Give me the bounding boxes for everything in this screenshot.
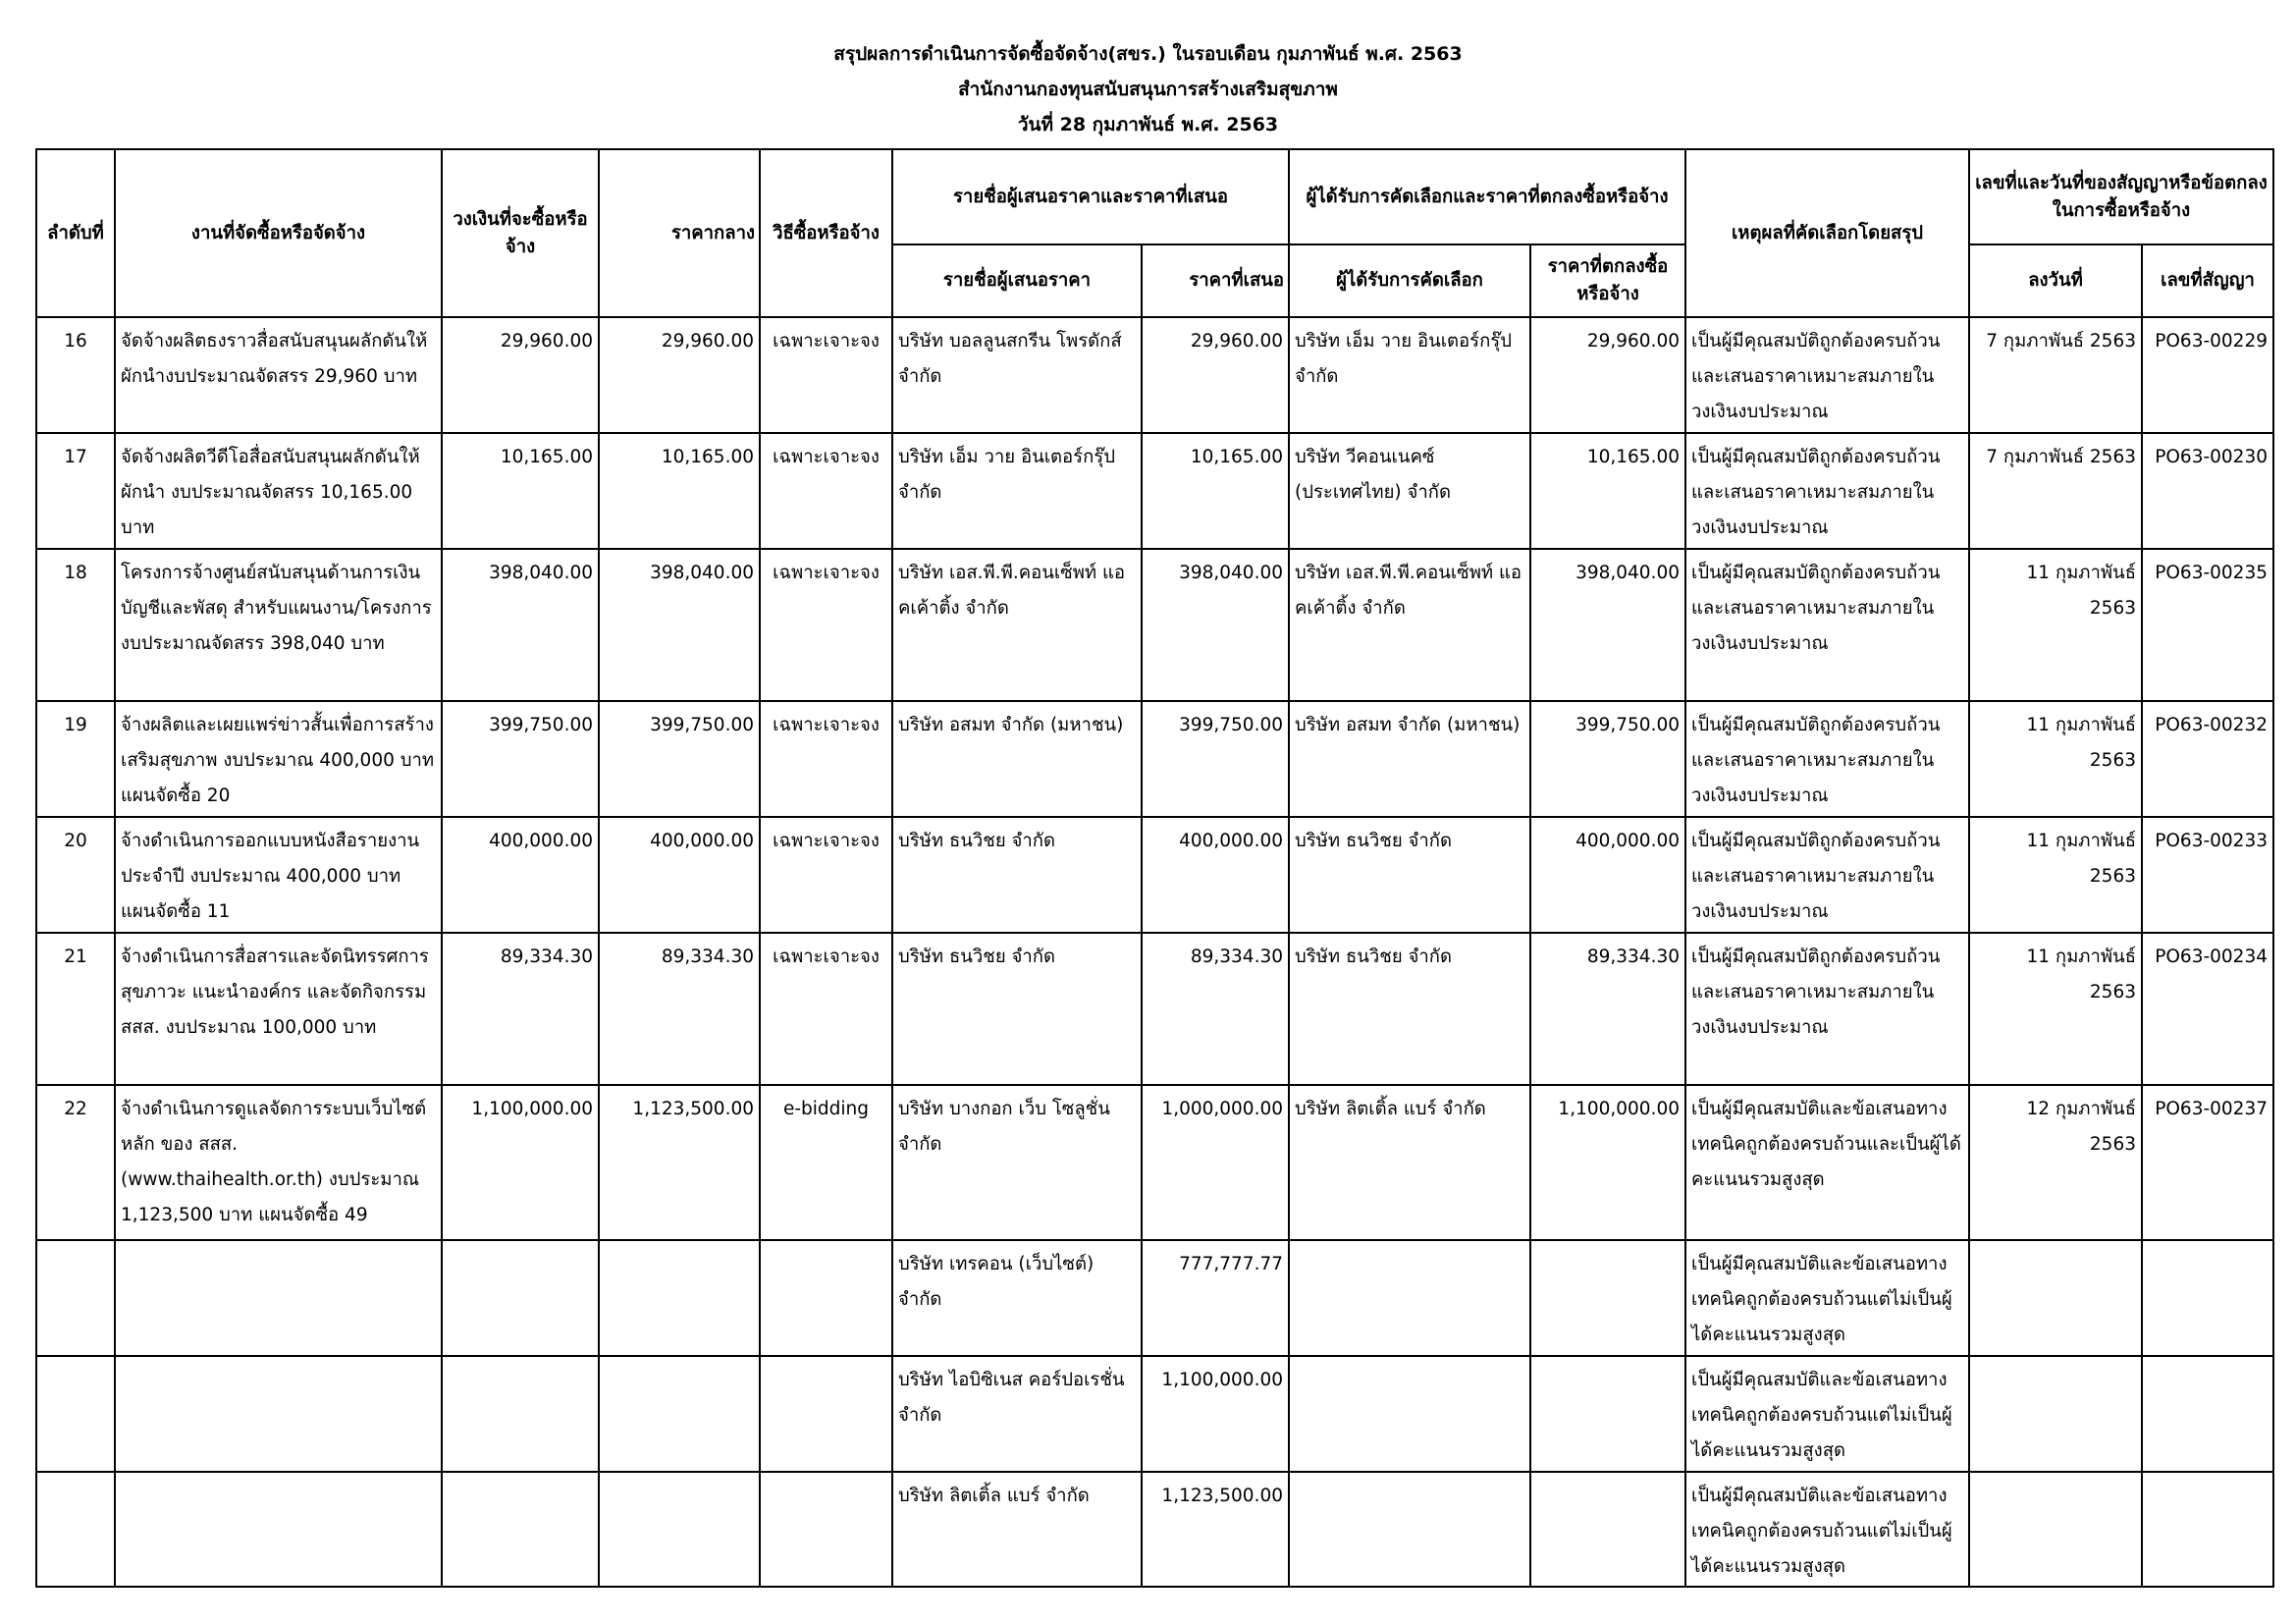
- cell-date: 7 กุมภาพันธ์ 2563: [1969, 433, 2142, 549]
- report-title: สรุปผลการดำเนินการจัดซื้อจัดจ้าง(สขร.) ในรอบเดือน กุมภาพันธ์ พ.ศ. 2563: [833, 43, 1463, 65]
- cell-agreed: 10,165.00: [1530, 433, 1685, 549]
- cell-reason: เป็นผู้มีคุณสมบัติและข้อเสนอทางเทคนิคถูกต้องครบถ้วนแต่ไม่เป็นผู้ได้คะแนนรวมสูงสุด: [1685, 1240, 1969, 1356]
- col-contract-group: เลขที่และวันที่ของสัญญาหรือข้อตกลงในการซื้อหรือจ้าง: [1969, 149, 2273, 244]
- col-no: ลำดับที่: [36, 149, 115, 317]
- cell-budget: 398,040.00: [442, 549, 599, 701]
- cell-budget: [442, 1240, 599, 1356]
- cell-method: [760, 1356, 892, 1472]
- cell-method: เฉพาะเจาะจง: [760, 701, 892, 817]
- table-row: [36, 1240, 2273, 1356]
- cell-item: โครงการจ้างศูนย์สนับสนุนด้านการเงินบัญชีและพัสดุ สำหรับแผนงาน/โครงการ งบประมาณจัดสรร 398,040 บาท: [115, 549, 442, 701]
- cell-agreed: [1530, 1356, 1685, 1472]
- cell-budget: [442, 1472, 599, 1587]
- cell-date: 11 กุมภาพันธ์ 2563: [1969, 701, 2142, 817]
- cell-bid: 1,100,000.00: [1142, 1356, 1289, 1472]
- cell-contract: PO63-00229: [2142, 317, 2273, 433]
- cell-median: 29,960.00: [599, 317, 760, 433]
- cell-no: [36, 1356, 115, 1472]
- cell-budget: 399,750.00: [442, 701, 599, 817]
- table-row: [36, 701, 2273, 817]
- cell-budget: 10,165.00: [442, 433, 599, 549]
- cell-median: 10,165.00: [599, 433, 760, 549]
- cell-median: 89,334.30: [599, 933, 760, 1085]
- cell-bidder: บริษัท เอส.พี.พี.คอนเซ็พท์ แอคเค้าติ้ง จำกัด: [892, 549, 1142, 701]
- col-bid-price: ราคาที่เสนอ: [1142, 244, 1289, 317]
- cell-method: เฉพาะเจาะจง: [760, 317, 892, 433]
- cell-method: เฉพาะเจาะจง: [760, 549, 892, 701]
- col-method: วิธีซื้อหรือจ้าง: [760, 149, 892, 317]
- cell-reason: เป็นผู้มีคุณสมบัติและข้อเสนอทางเทคนิคถูกต้องครบถ้วนและเป็นผู้ได้คะแนนรวมสูงสุด: [1685, 1085, 1969, 1240]
- cell-item: จ้างผลิตและเผยแพร่ข่าวสั้นเพื่อการสร้างเสริมสุขภาพ งบประมาณ 400,000 บาท แผนจัดซื้อ 20: [115, 701, 442, 817]
- cell-bidder: บริษัท ไอบิซิเนส คอร์ปอเรชั่น จำกัด: [892, 1356, 1142, 1472]
- table-row: [36, 1472, 2273, 1587]
- cell-budget: 89,334.30: [442, 933, 599, 1085]
- cell-item: [115, 1356, 442, 1472]
- col-item: งานที่จัดซื้อหรือจัดจ้าง: [115, 149, 442, 317]
- cell-item: [115, 1240, 442, 1356]
- cell-agreed: [1530, 1472, 1685, 1587]
- cell-bid: 1,123,500.00: [1142, 1472, 1289, 1587]
- cell-agreed: 400,000.00: [1530, 817, 1685, 933]
- cell-date: [1969, 1240, 2142, 1356]
- cell-no: [36, 1240, 115, 1356]
- cell-selected: บริษัท อสมท จำกัด (มหาชน): [1289, 701, 1530, 817]
- cell-date: 11 กุมภาพันธ์ 2563: [1969, 817, 2142, 933]
- cell-bid: 399,750.00: [1142, 701, 1289, 817]
- cell-reason: เป็นผู้มีคุณสมบัติและข้อเสนอทางเทคนิคถูกต้องครบถ้วนแต่ไม่เป็นผู้ได้คะแนนรวมสูงสุด: [1685, 1472, 1969, 1587]
- table-row: [36, 933, 2273, 1085]
- cell-agreed: 398,040.00: [1530, 549, 1685, 701]
- cell-item: จัดจ้างผลิตธงราวสื่อสนับสนุนผลักดันให้ผักนำงบประมาณจัดสรร 29,960 บาท: [115, 317, 442, 433]
- cell-contract: PO63-00234: [2142, 933, 2273, 1085]
- cell-bid: 29,960.00: [1142, 317, 1289, 433]
- cell-method: เฉพาะเจาะจง: [760, 933, 892, 1085]
- cell-budget: 1,100,000.00: [442, 1085, 599, 1240]
- col-agreed-price: ราคาที่ตกลงซื้อหรือจ้าง: [1530, 244, 1685, 317]
- cell-contract: PO63-00233: [2142, 817, 2273, 933]
- cell-reason: เป็นผู้มีคุณสมบัติและข้อเสนอทางเทคนิคถูกต้องครบถ้วนแต่ไม่เป็นผู้ได้คะแนนรวมสูงสุด: [1685, 1356, 1969, 1472]
- cell-contract: PO63-00237: [2142, 1085, 2273, 1240]
- cell-bid: 400,000.00: [1142, 817, 1289, 933]
- cell-agreed: 89,334.30: [1530, 933, 1685, 1085]
- cell-bid: 398,040.00: [1142, 549, 1289, 701]
- col-date: ลงวันที่: [1969, 244, 2142, 317]
- cell-bidder: บริษัท อสมท จำกัด (มหาชน): [892, 701, 1142, 817]
- cell-no: 22: [36, 1085, 115, 1240]
- cell-median: [599, 1472, 760, 1587]
- cell-contract: [2142, 1356, 2273, 1472]
- cell-contract: PO63-00230: [2142, 433, 2273, 549]
- cell-item: จัดจ้างผลิตวีดีโอสื่อสนับสนุนผลักดันให้ผักนำ งบประมาณจัดสรร 10,165.00 บาท: [115, 433, 442, 549]
- cell-reason: เป็นผู้มีคุณสมบัติถูกต้องครบถ้วนและเสนอราคาเหมาะสมภายในวงเงินงบประมาณ: [1685, 933, 1969, 1085]
- cell-bid: 89,334.30: [1142, 933, 1289, 1085]
- cell-no: 18: [36, 549, 115, 701]
- cell-budget: 29,960.00: [442, 317, 599, 433]
- cell-method: [760, 1472, 892, 1587]
- table-row: [36, 549, 2273, 701]
- cell-bid: 1,000,000.00: [1142, 1085, 1289, 1240]
- cell-median: [599, 1356, 760, 1472]
- cell-item: จ้างดำเนินการออกแบบหนังสือรายงานประจำปี งบประมาณ 400,000 บาท แผนจัดซื้อ 11: [115, 817, 442, 933]
- col-selected-group: ผู้ได้รับการคัดเลือกและราคาที่ตกลงซื้อหรือจ้าง: [1289, 149, 1685, 244]
- col-selected-name: ผู้ได้รับการคัดเลือก: [1289, 244, 1530, 317]
- cell-bidder: บริษัท เทรคอน (เว็บไซต์) จำกัด: [892, 1240, 1142, 1356]
- col-bidder-name: รายชื่อผู้เสนอราคา: [892, 244, 1142, 317]
- cell-contract: PO63-00232: [2142, 701, 2273, 817]
- cell-selected: [1289, 1472, 1530, 1587]
- col-median: ราคากลาง: [599, 149, 760, 317]
- cell-agreed: 399,750.00: [1530, 701, 1685, 817]
- cell-median: 398,040.00: [599, 549, 760, 701]
- cell-date: 11 กุมภาพันธ์ 2563: [1969, 933, 2142, 1085]
- cell-budget: [442, 1356, 599, 1472]
- cell-date: 11 กุมภาพันธ์ 2563: [1969, 549, 2142, 701]
- cell-selected: บริษัท เอส.พี.พี.คอนเซ็พท์ แอคเค้าติ้ง จำกัด: [1289, 549, 1530, 701]
- cell-median: 400,000.00: [599, 817, 760, 933]
- cell-bidder: บริษัท ลิตเติ้ล แบร์ จำกัด: [892, 1472, 1142, 1587]
- cell-reason: เป็นผู้มีคุณสมบัติถูกต้องครบถ้วนและเสนอราคาเหมาะสมภายในวงเงินงบประมาณ: [1685, 817, 1969, 933]
- cell-no: 20: [36, 817, 115, 933]
- cell-no: 21: [36, 933, 115, 1085]
- table-row: [36, 433, 2273, 549]
- cell-selected: บริษัท ธนวิชย จำกัด: [1289, 817, 1530, 933]
- cell-date: 12 กุมภาพันธ์ 2563: [1969, 1085, 2142, 1240]
- table-row: [36, 1356, 2273, 1472]
- cell-bid: 10,165.00: [1142, 433, 1289, 549]
- cell-no: 16: [36, 317, 115, 433]
- col-reason: เหตุผลที่คัดเลือกโดยสรุป: [1685, 149, 1969, 317]
- cell-method: เฉพาะเจาะจง: [760, 817, 892, 933]
- cell-selected: บริษัท เอ็ม วาย อินเตอร์กรุ๊ป จำกัด: [1289, 317, 1530, 433]
- cell-no: 19: [36, 701, 115, 817]
- cell-bid: 777,777.77: [1142, 1240, 1289, 1356]
- cell-bidder: บริษัท ธนวิชย จำกัด: [892, 933, 1142, 1085]
- cell-bidder: บริษัท บางกอก เว็บ โซลูชั่น จำกัด: [892, 1085, 1142, 1240]
- col-contract-no: เลขที่สัญญา: [2142, 244, 2273, 317]
- table-row: [36, 817, 2273, 933]
- cell-reason: เป็นผู้มีคุณสมบัติถูกต้องครบถ้วนและเสนอราคาเหมาะสมภายในวงเงินงบประมาณ: [1685, 317, 1969, 433]
- cell-bidder: บริษัท บอลลูนสกรีน โพรดักส์ จำกัด: [892, 317, 1142, 433]
- cell-median: 1,123,500.00: [599, 1085, 760, 1240]
- cell-contract: PO63-00235: [2142, 549, 2273, 701]
- cell-method: [760, 1240, 892, 1356]
- cell-selected: บริษัท ลิตเติ้ล แบร์ จำกัด: [1289, 1085, 1530, 1240]
- cell-agreed: 1,100,000.00: [1530, 1085, 1685, 1240]
- cell-selected: [1289, 1240, 1530, 1356]
- cell-reason: เป็นผู้มีคุณสมบัติถูกต้องครบถ้วนและเสนอราคาเหมาะสมภายในวงเงินงบประมาณ: [1685, 549, 1969, 701]
- cell-no: 17: [36, 433, 115, 549]
- cell-reason: เป็นผู้มีคุณสมบัติถูกต้องครบถ้วนและเสนอราคาเหมาะสมภายในวงเงินงบประมาณ: [1685, 701, 1969, 817]
- cell-bidder: บริษัท เอ็ม วาย อินเตอร์กรุ๊ป จำกัด: [892, 433, 1142, 549]
- cell-contract: [2142, 1240, 2273, 1356]
- report-date: วันที่ 28 กุมภาพันธ์ พ.ศ. 2563: [1017, 114, 1279, 135]
- agency-name: สำนักงานกองทุนสนับสนุนการสร้างเสริมสุขภาพ: [958, 79, 1338, 100]
- cell-agreed: 29,960.00: [1530, 317, 1685, 433]
- cell-median: 399,750.00: [599, 701, 760, 817]
- cell-method: เฉพาะเจาะจง: [760, 433, 892, 549]
- cell-date: 7 กุมภาพันธ์ 2563: [1969, 317, 2142, 433]
- cell-reason: เป็นผู้มีคุณสมบัติถูกต้องครบถ้วนและเสนอราคาเหมาะสมภายในวงเงินงบประมาณ: [1685, 433, 1969, 549]
- cell-contract: [2142, 1472, 2273, 1587]
- cell-item: จ้างดำเนินการสื่อสารและจัดนิทรรศการสุขภาวะ แนะนำองค์กร และจัดกิจกรรม สสส. งบประมาณ 100,000 บาท: [115, 933, 442, 1085]
- col-bidders-group: รายชื่อผู้เสนอราคาและราคาที่เสนอ: [892, 149, 1289, 244]
- cell-method: e-bidding: [760, 1085, 892, 1240]
- cell-date: [1969, 1472, 2142, 1587]
- cell-date: [1969, 1356, 2142, 1472]
- cell-selected: บริษัท ธนวิชย จำกัด: [1289, 933, 1530, 1085]
- cell-bidder: บริษัท ธนวิชย จำกัด: [892, 817, 1142, 933]
- cell-budget: 400,000.00: [442, 817, 599, 933]
- procurement-table: [35, 148, 2274, 1588]
- cell-median: [599, 1240, 760, 1356]
- table-row: [36, 1085, 2273, 1240]
- cell-agreed: [1530, 1240, 1685, 1356]
- cell-selected: บริษัท วีคอนเนคซ์ (ประเทศไทย) จำกัด: [1289, 433, 1530, 549]
- table-row: [36, 317, 2273, 433]
- cell-selected: [1289, 1356, 1530, 1472]
- cell-item: [115, 1472, 442, 1587]
- cell-item: จ้างดำเนินการดูแลจัดการระบบเว็บไซต์หลัก ของ สสส. (www.thaihealth.or.th) งบประมาณ 1,123,500 บาท แผนจัดซื้อ 49: [115, 1085, 442, 1240]
- col-budget: วงเงินที่จะซื้อหรือจ้าง: [442, 149, 599, 317]
- cell-no: [36, 1472, 115, 1587]
